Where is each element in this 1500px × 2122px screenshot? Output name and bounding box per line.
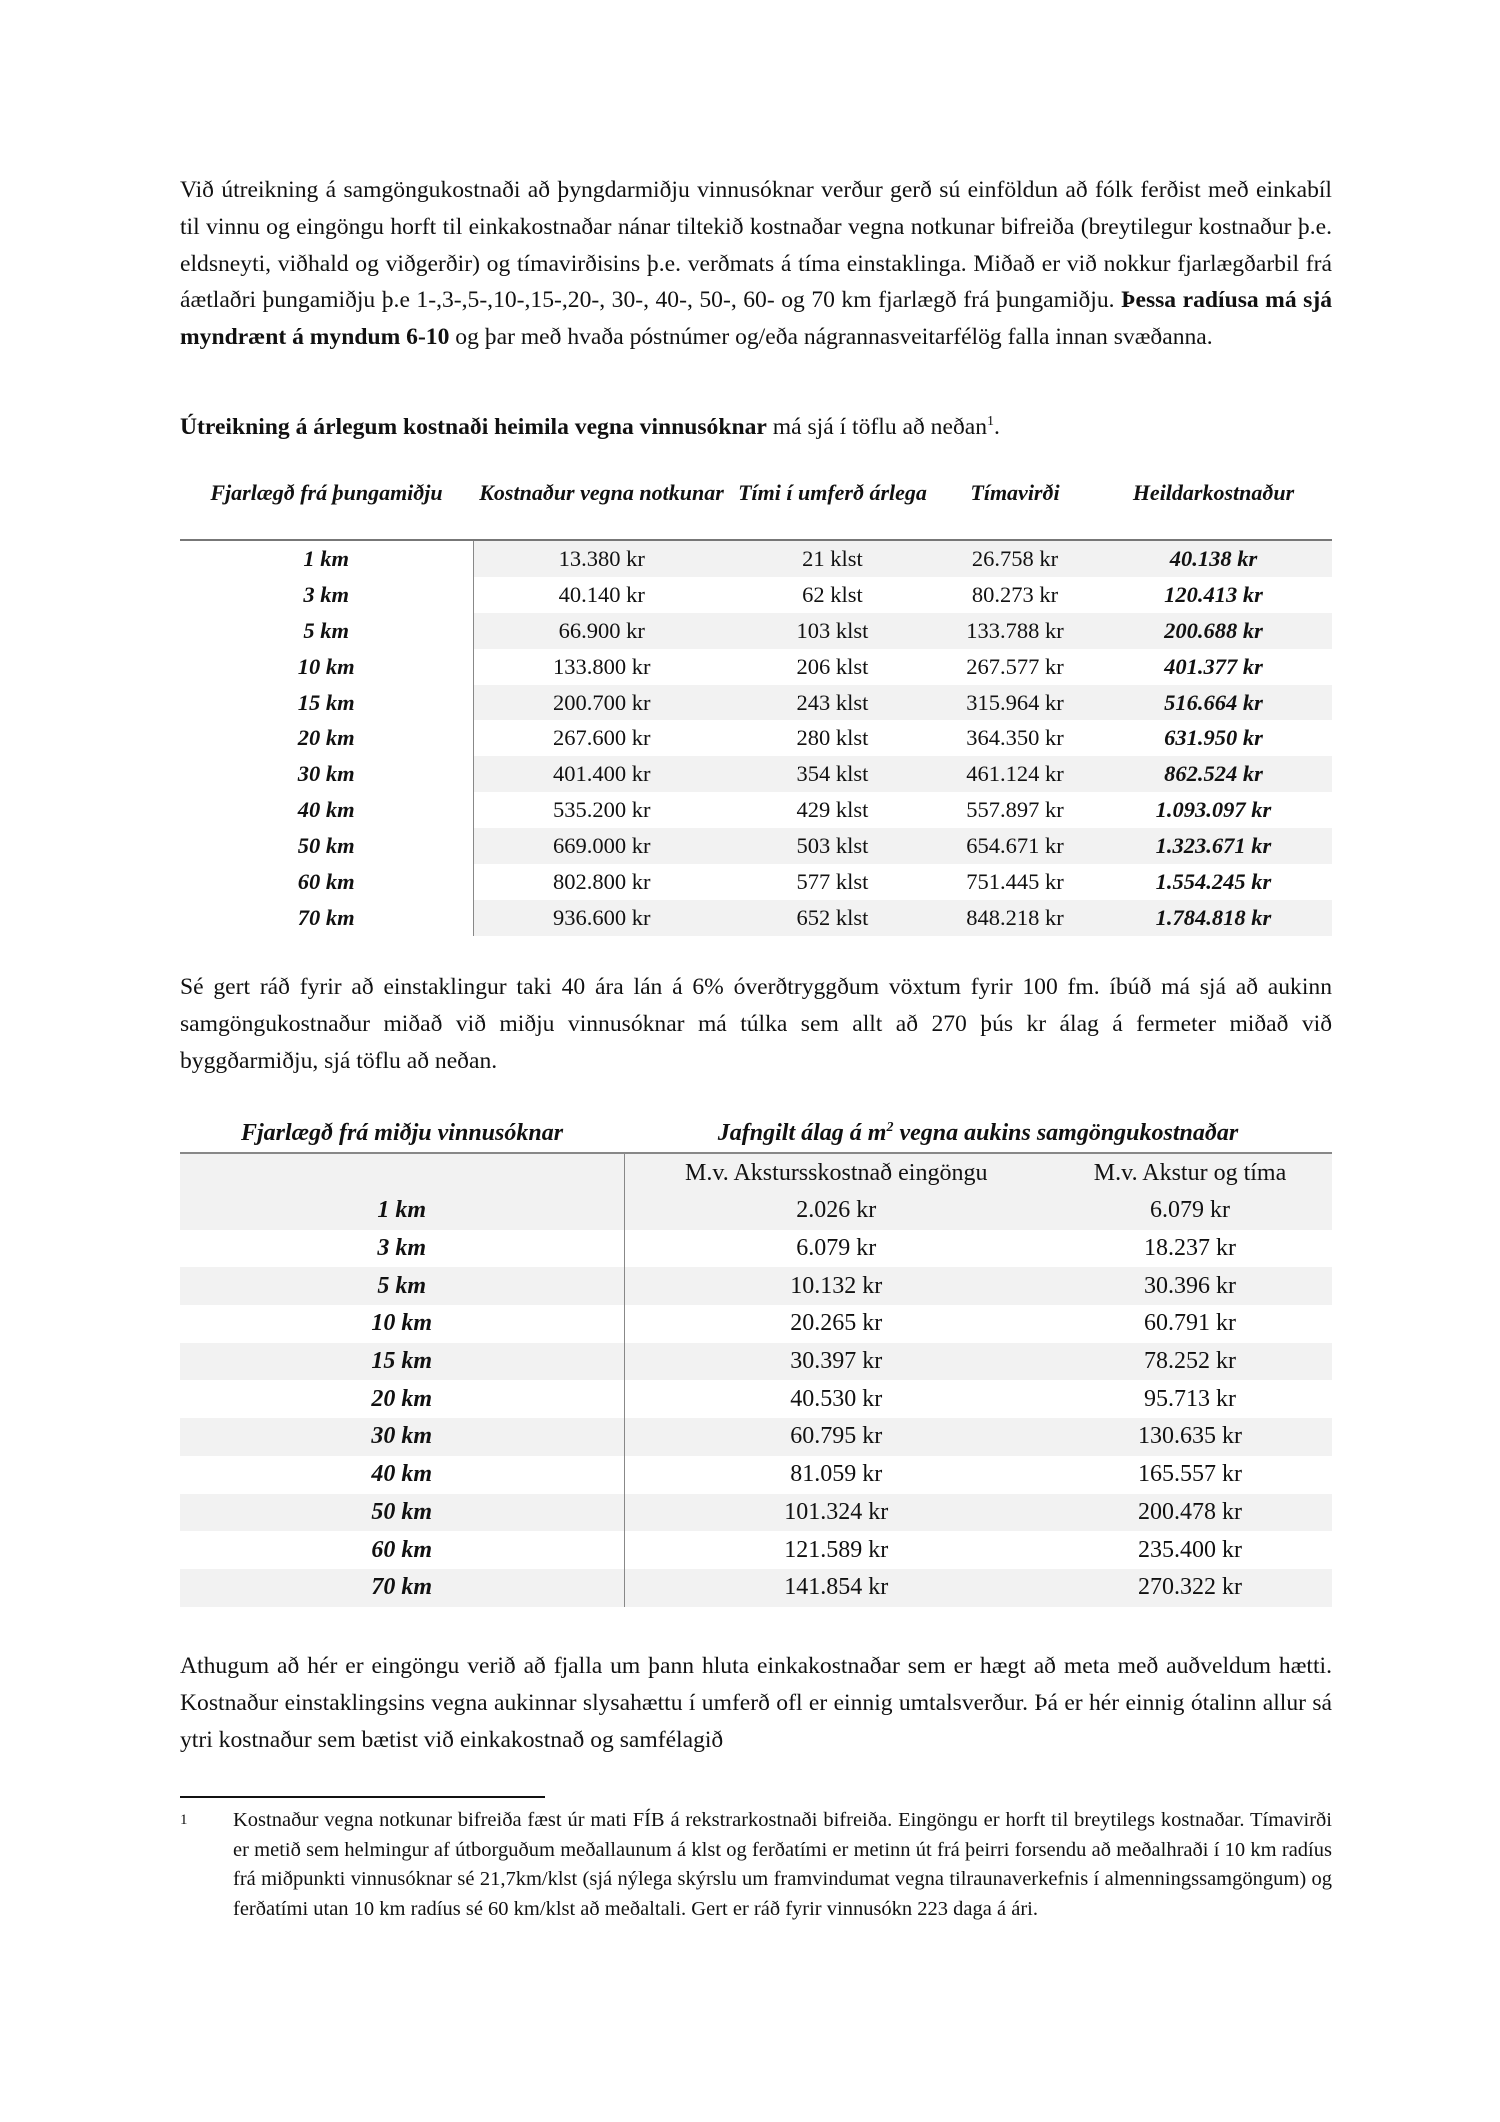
subheader-row	[180, 1153, 1332, 1192]
table1-intro-end: .	[994, 414, 1000, 440]
intro-text-end: og þar með hvaða póstnúmer og/eða nágrannasveitarfélög falla innan svæðanna.	[449, 324, 1213, 351]
distance-cell: 40 km	[371, 1461, 433, 1488]
table-row	[180, 1267, 1332, 1305]
driving-time-surcharge-cell: 18.237 kr	[1144, 1235, 1236, 1262]
driving-time-surcharge-cell: 270.322 kr	[1048, 1569, 1332, 1607]
distance-cell: 30 km	[297, 761, 355, 787]
header-distance: Fjarlægð frá þungamiðju	[180, 475, 473, 540]
distance-cell: 10 km	[371, 1310, 433, 1337]
time-value-cell: 557.897 kr	[966, 797, 1064, 823]
driving-time-surcharge-cell: 235.400 kr	[1138, 1536, 1242, 1563]
table-header-row	[180, 1120, 1332, 1153]
annual-cost-table	[180, 475, 1332, 936]
footnote-text: Kostnaður vegna notkunar bifreiða fæst úr mati FÍB á rekstrarkostnaði bifreiða. Eingöngu er horft til breytilegs kostnaðar. Tímavirði er metið sem helmingur af útborguðum meðallaunum á klst og ferðatími er metinn út frá þeirri forsendu að meðalhraði í 10 km radíus frá miðpunkti vinnusóknar sé 21,7km/klst (sjá nýlega skýrslu um framvindumat vegna tilraunaverkefnis í almenningssamgöngum) og ferðatími utan 10 km radíus sé 60 km/klst að meðaltali. Gert er ráð fyrir vinnusókn 223 daga á ári.	[233, 1809, 1332, 1920]
distance-cell: 70 km	[180, 1569, 624, 1607]
footnote-reference[interactable]: 1	[987, 414, 995, 430]
intro-bold-text: Þessa radíusa má sjá myndrænt á myndum 6-10	[180, 287, 1332, 351]
driving-cost-surcharge-cell: 6.079 kr	[624, 1230, 1048, 1268]
table-row	[180, 577, 1332, 613]
distance-cell: 60 km	[371, 1536, 433, 1563]
closing-paragraph: Athugum að hér er eingöngu verið að fjalla um þann hluta einkakostnaðar sem er hægt að meta með auðveldum hætti. Kostnaður einstaklingsins vegna aukinnar slysahættu í umferð ofl er einnig umtalsverður. Þá er hér einnig ótalinn allur sá ytri kostnaður sem bætist við einkakostnað og samfélagið	[180, 1653, 1332, 1753]
header-total-cost: Heildarkostnaður	[1095, 475, 1332, 540]
table-row	[180, 1305, 1332, 1343]
intro-text: Við útreikning á samgöngukostnaði að þyngdarmiðju vinnusóknar verður gerð sú einföldun að fólk ferðist með einkabíl til vinnu og eingöngu horft til einkakostnaðar nánar tiltekið kostnaðar vegna notkunar bifreiða (breytilegur kostnaður þ.e. eldsneyti, viðhald og viðgerðir) og tímavirðisins þ.e. verðmats á tíma einstaklinga. Miðað er við nokkur fjarlægðarbil frá áætlaðri þungamiðju þ.e 1-,3-,5-,10-,15-,20-, 30-, 40-, 50-, 60- og 70 km fjarlægð frá þungamiðju.	[180, 177, 1332, 314]
table-row	[180, 792, 1332, 828]
driving-cost-surcharge-cell: 121.589 kr	[624, 1531, 1048, 1569]
table-row	[180, 1192, 1332, 1230]
subheader-empty	[180, 1153, 624, 1192]
table-row	[180, 828, 1332, 864]
driving-cost-surcharge-cell: 10.132 kr	[624, 1267, 1048, 1305]
distance-cell: 10 km	[297, 653, 355, 679]
table-row	[180, 1456, 1332, 1494]
distance-cell: 15 km	[180, 1343, 624, 1381]
distance-cell: 40 km	[297, 797, 355, 823]
table-row	[180, 864, 1332, 900]
driving-time-surcharge-cell: 60.791 kr	[1144, 1310, 1236, 1337]
traffic-time-cell: 577 klst	[796, 868, 869, 894]
total-cost-cell: 1.784.818 kr	[1095, 900, 1332, 936]
subheader-driving-cost: M.v. Akstursskostnað eingöngu	[624, 1153, 1048, 1192]
distance-cell: 15 km	[297, 689, 355, 715]
time-value-cell: 848.218 kr	[935, 900, 1095, 936]
time-value-cell: 364.350 kr	[966, 725, 1064, 751]
total-cost-cell: 1.554.245 kr	[1155, 868, 1272, 894]
usage-cost-cell: 802.800 kr	[473, 864, 730, 900]
time-value-cell: 654.671 kr	[935, 828, 1095, 864]
total-cost-cell: 40.138 kr	[1095, 540, 1332, 577]
distance-cell: 60 km	[297, 868, 355, 894]
time-value-cell: 461.124 kr	[935, 756, 1095, 792]
header-time-value: Tímavirði	[935, 475, 1095, 540]
time-value-cell: 751.445 kr	[966, 868, 1064, 894]
usage-cost-cell: 133.800 kr	[473, 649, 730, 685]
table-row	[180, 1380, 1332, 1418]
traffic-time-cell: 243 klst	[730, 685, 935, 721]
total-cost-cell: 516.664 kr	[1095, 685, 1332, 721]
total-cost-cell: 1.323.671 kr	[1095, 828, 1332, 864]
table-row	[180, 685, 1332, 721]
table-row	[180, 649, 1332, 685]
traffic-time-cell: 503 klst	[730, 828, 935, 864]
driving-time-surcharge-cell: 200.478 kr	[1048, 1494, 1332, 1532]
time-value-cell: 133.788 kr	[935, 613, 1095, 649]
table-row	[180, 1569, 1332, 1607]
time-value-cell: 26.758 kr	[935, 540, 1095, 577]
header-equivalent-surcharge	[624, 1120, 1332, 1153]
time-value-cell: 267.577 kr	[966, 653, 1064, 679]
subheader-driving-and-time: M.v. Akstur og tíma	[1048, 1153, 1332, 1192]
table-header-row	[180, 475, 1332, 540]
time-value-cell: 80.273 kr	[971, 581, 1059, 607]
distance-cell: 20 km	[297, 725, 355, 751]
traffic-time-cell: 354 klst	[730, 756, 935, 792]
table-row	[180, 1494, 1332, 1532]
table1-intro-bold: Útreikning á árlegum kostnaði heimila vegna vinnusóknar	[180, 414, 767, 440]
distance-cell: 70 km	[297, 904, 355, 930]
driving-time-surcharge-cell: 6.079 kr	[1048, 1192, 1332, 1230]
header-distance: Fjarlægð frá miðju vinnusóknar	[180, 1120, 624, 1153]
usage-cost-cell: 200.700 kr	[473, 685, 730, 721]
table-row	[180, 1531, 1332, 1569]
usage-cost-cell: 535.200 kr	[473, 792, 730, 828]
driving-cost-surcharge-cell: 20.265 kr	[624, 1305, 1048, 1343]
distance-cell: 50 km	[297, 833, 355, 859]
driving-time-surcharge-cell: 165.557 kr	[1138, 1461, 1242, 1488]
table-row	[180, 900, 1332, 936]
driving-cost-surcharge-cell: 40.530 kr	[624, 1380, 1048, 1418]
driving-time-surcharge-cell: 30.396 kr	[1048, 1267, 1332, 1305]
table-row	[180, 1418, 1332, 1456]
usage-cost-cell: 401.400 kr	[473, 756, 730, 792]
footnote-number: 1	[180, 1812, 188, 1828]
usage-cost-cell: 40.140 kr	[473, 577, 730, 613]
total-cost-cell: 401.377 kr	[1164, 653, 1263, 679]
traffic-time-cell: 103 klst	[730, 613, 935, 649]
distance-cell: 30 km	[180, 1418, 624, 1456]
total-cost-cell: 1.093.097 kr	[1155, 797, 1272, 823]
per-m2-surcharge-table	[180, 1120, 1332, 1607]
table-row	[180, 1230, 1332, 1268]
usage-cost-cell: 669.000 kr	[473, 828, 730, 864]
distance-cell: 50 km	[180, 1494, 624, 1532]
usage-cost-cell: 936.600 kr	[473, 900, 730, 936]
table-row	[180, 1343, 1332, 1381]
usage-cost-cell: 13.380 kr	[473, 540, 730, 577]
usage-cost-cell: 66.900 kr	[473, 613, 730, 649]
driving-time-surcharge-cell: 130.635 kr	[1048, 1418, 1332, 1456]
header-text: Jafngilt álag á m	[717, 1120, 887, 1146]
intro-paragraph	[180, 172, 1332, 356]
distance-cell: 20 km	[371, 1385, 433, 1412]
header-text-end: vegna aukins samgöngukostnaðar	[893, 1120, 1239, 1146]
header-usage-cost: Kostnaður vegna notkunar	[473, 475, 730, 540]
loan-paragraph: Sé gert ráð fyrir að einstaklingur taki 40 ára lán á 6% óverðtryggðum vöxtum fyrir 100 fm. íbúð má sjá að aukinn samgöngukostnaður miðað við miðju vinnusóknar má túlka sem allt að 270 þús kr álag á fermeter miðað við byggðarmiðju, sjá töflu að neðan.	[180, 974, 1332, 1074]
distance-cell: 3 km	[377, 1235, 427, 1262]
distance-cell: 1 km	[180, 1192, 624, 1230]
traffic-time-cell: 21 klst	[730, 540, 935, 577]
traffic-time-cell: 652 klst	[730, 900, 935, 936]
total-cost-cell: 631.950 kr	[1164, 725, 1263, 751]
driving-time-surcharge-cell: 95.713 kr	[1144, 1385, 1236, 1412]
table-row	[180, 756, 1332, 792]
distance-cell: 1 km	[303, 545, 350, 571]
footnote-divider	[180, 1796, 545, 1798]
distance-cell: 5 km	[303, 617, 350, 643]
total-cost-cell: 120.413 kr	[1164, 581, 1263, 607]
distance-cell: 5 km	[180, 1267, 624, 1305]
table-row	[180, 613, 1332, 649]
traffic-time-cell: 62 klst	[802, 581, 863, 607]
table1-intro-text: má sjá í töflu að neðan	[766, 414, 988, 440]
time-value-cell: 315.964 kr	[935, 685, 1095, 721]
traffic-time-cell: 429 klst	[796, 797, 869, 823]
driving-time-surcharge-cell: 78.252 kr	[1048, 1343, 1332, 1381]
distance-cell: 3 km	[303, 581, 350, 607]
driving-cost-surcharge-cell: 101.324 kr	[624, 1494, 1048, 1532]
driving-cost-surcharge-cell: 30.397 kr	[624, 1343, 1048, 1381]
driving-cost-surcharge-cell: 60.795 kr	[624, 1418, 1048, 1456]
driving-cost-surcharge-cell: 141.854 kr	[624, 1569, 1048, 1607]
total-cost-cell: 200.688 kr	[1095, 613, 1332, 649]
table1-intro	[180, 409, 1332, 446]
table-row	[180, 720, 1332, 756]
driving-cost-surcharge-cell: 2.026 kr	[624, 1192, 1048, 1230]
usage-cost-cell: 267.600 kr	[473, 720, 730, 756]
header-traffic-time: Tími í umferð árlega	[730, 475, 935, 540]
traffic-time-cell: 206 klst	[796, 653, 869, 679]
header-superscript: 2	[886, 1120, 894, 1135]
total-cost-cell: 862.524 kr	[1095, 756, 1332, 792]
traffic-time-cell: 280 klst	[796, 725, 869, 751]
table-row	[180, 540, 1332, 577]
driving-cost-surcharge-cell: 81.059 kr	[624, 1456, 1048, 1494]
